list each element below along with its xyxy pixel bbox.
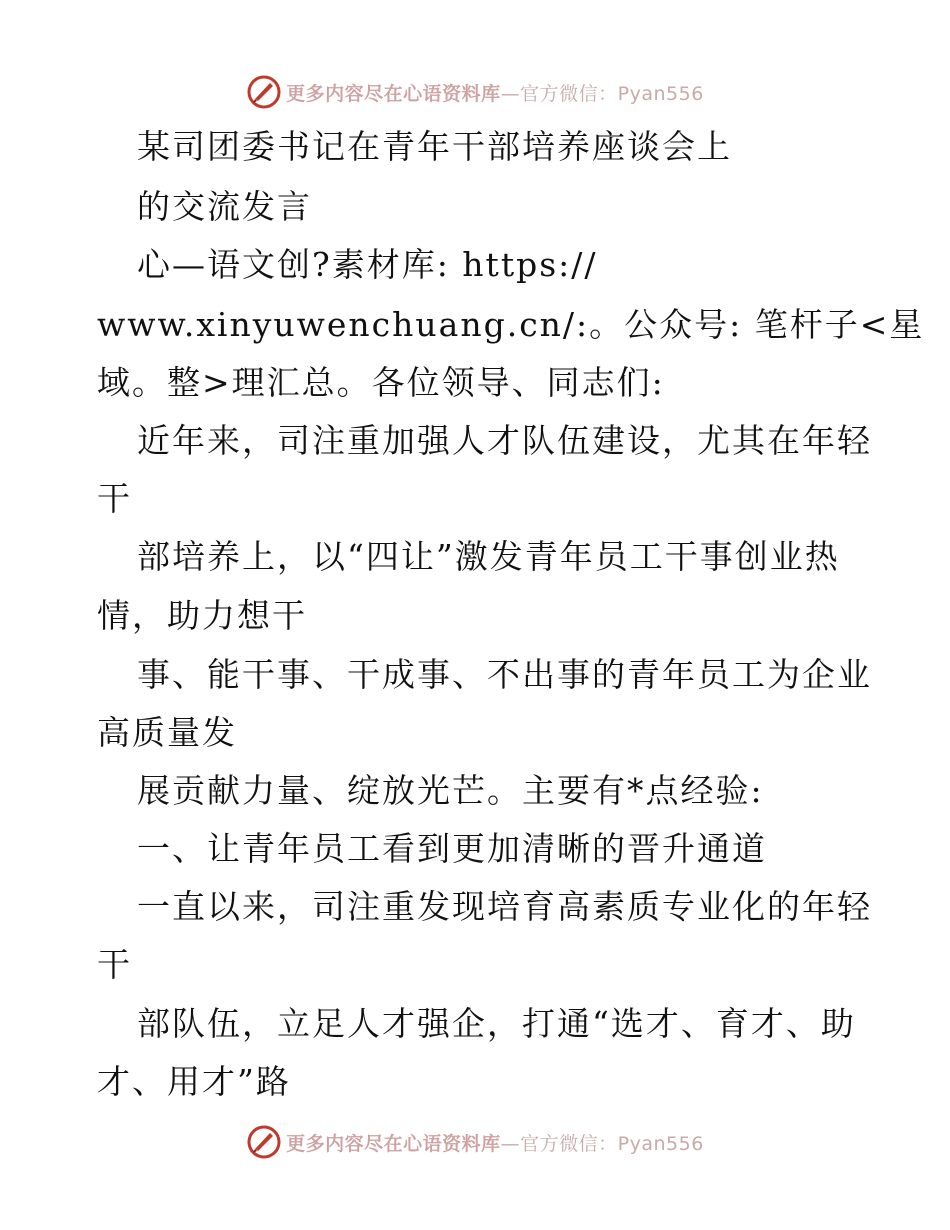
doc-line: 高质量发 xyxy=(97,713,237,752)
footer-watermark xyxy=(0,1122,950,1162)
doc-line: 域。整>理汇总。各位领导、同志们: xyxy=(97,363,665,402)
quill-logo-icon xyxy=(246,1124,282,1160)
doc-line: 近年来，司注重加强人才队伍建设，尤其在年轻 xyxy=(137,421,872,460)
doc-line: 心—语文创?素材库: https:// xyxy=(137,245,598,284)
watermark-lead: 更多内容尽在心语资料库 xyxy=(286,1132,501,1155)
doc-line: 情，助力想干 xyxy=(97,596,307,635)
doc-line: 部队伍，立足人才强企，打通“选才、育才、助 xyxy=(137,1004,856,1043)
doc-title-line-2: 的交流发言 xyxy=(137,187,312,226)
watermark-tail: —官方微信：Pyan556 xyxy=(500,82,704,105)
section-heading: 一、让青年员工看到更加清晰的晋升通道 xyxy=(137,829,767,868)
doc-line: 才、用才”路 xyxy=(97,1062,291,1101)
watermark-lead: 更多内容尽在心语资料库 xyxy=(286,82,501,105)
doc-line: 干 xyxy=(97,945,132,984)
doc-line: www.xinyuwenchuang.cn/:。公众号: 笔杆子<星 xyxy=(97,305,925,344)
watermark-tail: —官方微信：Pyan556 xyxy=(500,1132,704,1155)
doc-line: 干 xyxy=(97,479,132,518)
doc-line: 事、能干事、干成事、不出事的青年员工为企业 xyxy=(137,655,872,694)
doc-line: 展贡献力量、绽放光芒。主要有*点经验: xyxy=(137,771,764,810)
doc-line: 部培养上，以“四让”激发青年员工干事创业热 xyxy=(137,537,840,576)
doc-line: 一直以来，司注重发现培育高素质专业化的年轻 xyxy=(137,887,872,926)
doc-title-line-1: 某司团委书记在青年干部培养座谈会上 xyxy=(137,127,732,166)
